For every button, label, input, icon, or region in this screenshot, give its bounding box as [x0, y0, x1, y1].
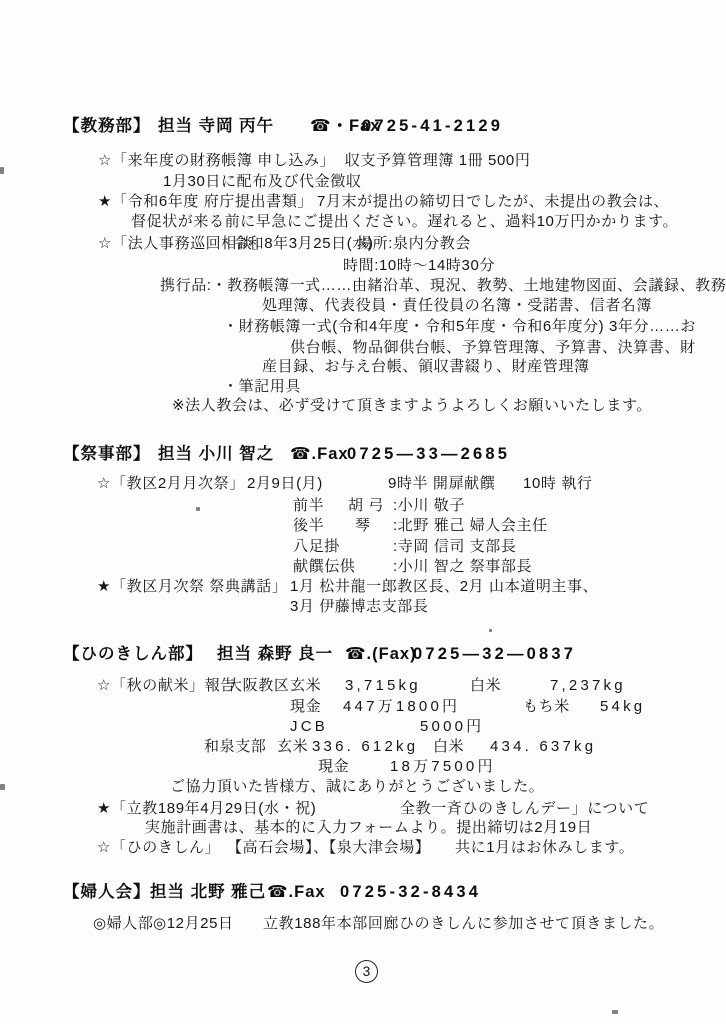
- doc-text: 白米: [470, 677, 502, 694]
- phone-fax-label: ☎.Fax: [267, 883, 326, 901]
- scan-artifact: [612, 1010, 618, 1014]
- doc-text: JCB: [290, 718, 328, 735]
- doc-text: 10時 執行: [523, 475, 593, 492]
- doc-text: ☆「ひのきしん」: [97, 839, 221, 856]
- section-title-fujinkai: 【婦人会】: [63, 883, 151, 901]
- doc-text: 玄米: [277, 738, 309, 755]
- doc-text: 処理簿、代表役員・責任役員の名簿・受諾書、信者名簿: [262, 297, 653, 314]
- doc-text: 玄米: [290, 677, 322, 694]
- doc-text: 携行品:・教務帳簿一式……由緒沿革、現況、教勢、土地建物図面、会議録、教務: [160, 277, 726, 294]
- phone-number: 0725—32—0837: [413, 645, 577, 663]
- doc-text: 5000円: [420, 718, 485, 735]
- doc-text: 336. 612kg: [312, 738, 419, 755]
- doc-text: もち米: [523, 698, 570, 715]
- scan-artifact: [196, 507, 200, 511]
- phone-number: 0725—33—2685: [347, 445, 511, 463]
- person-in-charge: 担当 森野 良一: [217, 645, 334, 663]
- doc-text: 立教188年本部回廊ひのきしんに参加させて頂きました。: [263, 915, 665, 932]
- phone-fax-label: ☎.(Fax): [345, 645, 417, 663]
- doc-text: 産目録、お与え台帳、領収書綴り、財産管理簿: [262, 358, 590, 375]
- doc-text: :北野 雅己 婦人会主任: [393, 517, 548, 534]
- person-in-charge: 担当 小川 智之: [158, 445, 275, 463]
- doc-text: 3月 伊藤博志支部長: [290, 598, 429, 615]
- phone-fax-label: ☎.Fax: [290, 445, 349, 463]
- doc-text: 実施計画書は、基本的に入力フォームより。提出締切は2月19日: [145, 819, 593, 836]
- doc-text: 全教一斉ひのきしんデー」について: [400, 800, 650, 817]
- doc-text: 献饌伝供: [293, 558, 356, 575]
- doc-text: 9時半 開扉献饌: [388, 475, 496, 492]
- doc-text: ☆「教区2月月次祭」: [97, 475, 245, 492]
- doc-text: ※法人教会は、必ず受けて頂きますようよろしくお願いいたします。: [172, 397, 652, 414]
- phone-number: 0725-32-8434: [340, 883, 482, 901]
- doc-text: ★「立教189年4月29日(水・祝): [97, 800, 317, 817]
- doc-text: ★「令和6年度 府庁提出書類」: [98, 193, 313, 210]
- doc-text: 場所:泉内分教会: [357, 235, 471, 252]
- page-number-value: 3: [362, 964, 371, 979]
- doc-text: :小川 敬子: [393, 497, 465, 514]
- doc-text: ☆「来年度の財務帳簿 申し込み」 収支予算管理簿 1冊 500円: [98, 152, 531, 169]
- doc-text: :寺岡 信司 支部長: [393, 538, 517, 555]
- page-number: [355, 960, 378, 983]
- doc-text: :小川 智之 祭事部長: [393, 558, 533, 575]
- doc-text: 時間:10時〜14時30分: [343, 257, 496, 274]
- doc-text: 共に1月はお休みします。: [455, 839, 635, 856]
- section-title-saijibu: 【祭事部】: [63, 445, 151, 463]
- section-title-hinokishinbu: 【ひのきしん部】: [63, 645, 203, 663]
- doc-text: 7,237kg: [550, 677, 626, 694]
- doc-text: 後半: [293, 517, 325, 534]
- doc-text: 督促状が来る前に早急にご提出ください。遅れると、過料10万円かかります。: [131, 213, 679, 230]
- section-title-kyomubu: 【教務部】: [63, 117, 151, 135]
- phone-number: 0725-41-2129: [362, 117, 504, 135]
- doc-text: ◎12月25日: [153, 915, 234, 932]
- doc-text: ☆「秋の献米」報告: [97, 677, 236, 694]
- person-in-charge: 担当 寺岡 丙午: [158, 117, 275, 135]
- doc-text: ★「教区月次祭 祭典講話」: [97, 578, 288, 595]
- scan-artifact: [0, 784, 5, 790]
- doc-text: 3,715kg: [345, 677, 421, 694]
- doc-text: ご協力頂いた皆様方、誠にありがとうございました。: [170, 778, 545, 795]
- doc-text: 八足掛: [293, 538, 340, 555]
- doc-text: 1月 松井龍一郎教区長、2月 山本道明主事、: [290, 578, 599, 595]
- doc-text: 【高石会場】、【泉大津会場】: [227, 839, 431, 856]
- doc-text: 胡 弓: [348, 497, 384, 514]
- doc-text: 供台帳、物品御供台帳、予算管理簿、予算書、決算書、財: [290, 339, 696, 356]
- doc-text: 大阪教区: [227, 677, 290, 694]
- doc-text: ◎婦人部: [93, 915, 154, 932]
- doc-text: 434. 637kg: [490, 738, 597, 755]
- scan-artifact: [489, 629, 492, 632]
- scan-artifact: [0, 167, 4, 174]
- person-in-charge: 担当 北野 雅己: [150, 883, 267, 901]
- doc-text: ☆「法人事務巡回相談」: [98, 235, 269, 252]
- doc-text: 白米: [433, 738, 465, 755]
- doc-text: ・財務帳簿一式(令和4年度・令和5年度・令和6年度分) 3年分……お: [223, 318, 696, 335]
- doc-text: 現金: [290, 698, 322, 715]
- doc-text: 54kg: [600, 698, 646, 715]
- doc-text: 7月末が提出の締切日でしたが、未提出の教会は、: [317, 193, 670, 210]
- doc-text: 和泉支部: [204, 738, 267, 755]
- doc-text: 琴: [355, 517, 371, 534]
- phone-fax-label: ☎・Fax: [310, 117, 381, 135]
- doc-text: 前半: [293, 497, 325, 514]
- doc-text: 447万1800円: [343, 698, 461, 715]
- doc-text: 18万7500円: [390, 758, 496, 775]
- doc-text: 現金: [318, 758, 350, 775]
- doc-text: ・筆記用具: [223, 378, 302, 395]
- doc-text: 2月9日(月): [247, 475, 323, 492]
- doc-text: 1月30日に配布及び代金徴収: [163, 173, 362, 190]
- doc-text: 令和8年3月25日(水): [233, 235, 374, 252]
